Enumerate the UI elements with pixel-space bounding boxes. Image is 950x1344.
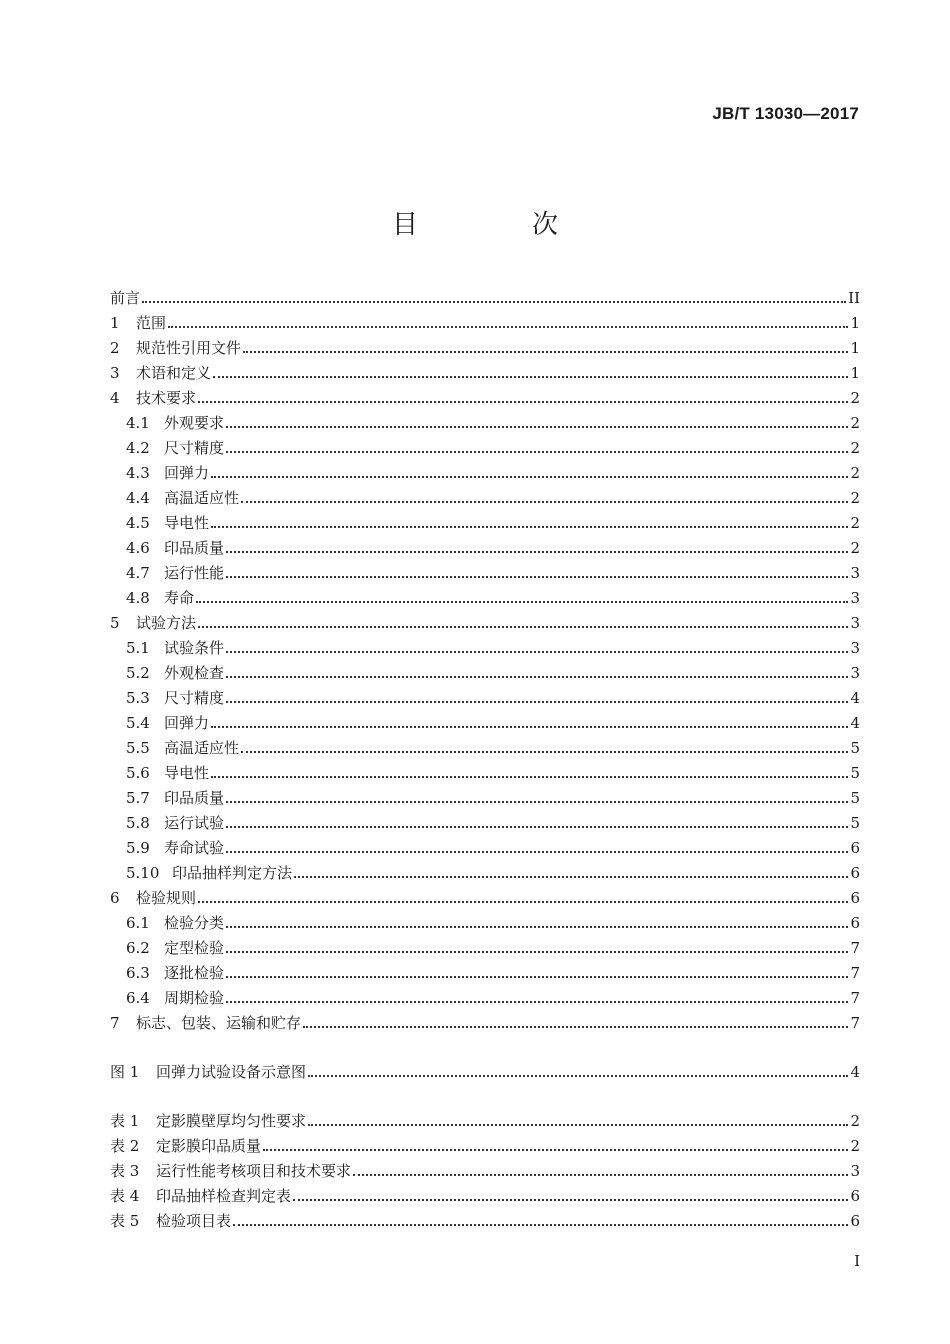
dot-leader [353,1173,848,1176]
entry-number: 7 [110,1014,120,1032]
entry-number: 5.5 [126,739,150,757]
dot-leader [241,750,848,753]
dot-leader [211,475,848,478]
entry-page-number: 4 [850,1063,860,1081]
entry-label: 外观要求 [164,414,225,432]
entry-label: 前言 [110,289,141,307]
entry-label: 印品质量 [164,539,225,557]
toc-entry[interactable] [110,1009,860,1033]
entry-label: 技术要求 [136,389,197,407]
dot-leader [226,450,848,453]
entry-page-number: 5 [850,739,860,757]
dot-leader [211,525,848,528]
toc-entry[interactable] [110,834,860,858]
dot-leader [211,775,848,778]
entry-page-number: 2 [850,389,860,407]
dot-leader [226,825,848,828]
entry-label: 试验方法 [136,614,197,632]
entry-page-number: II [848,289,860,307]
table-entry[interactable] [110,1207,860,1231]
entry-page-number: 2 [850,489,860,507]
toc-entry[interactable] [110,434,860,458]
dot-leader [233,1223,848,1226]
toc-entry[interactable] [110,984,860,1008]
toc-entry[interactable] [110,909,860,933]
toc-entry[interactable] [110,559,860,583]
entry-page-number: 3 [850,589,860,607]
entry-label: 导电性 [164,764,210,782]
entry-number: 3 [110,364,120,382]
entry-page-number: 3 [850,614,860,632]
entry-label: 检验分类 [164,914,225,932]
dot-leader [198,900,848,903]
dot-leader [226,925,848,928]
entry-page-number: 6 [850,889,860,907]
entry-number: 5.7 [126,789,150,807]
entry-page-number: 2 [850,414,860,432]
entry-page-number: 4 [850,689,860,707]
entry-page-number: 2 [850,539,860,557]
entry-page-number: 7 [850,939,860,957]
dot-leader [294,875,848,878]
dot-leader [226,675,848,678]
entry-label: 外观检查 [164,664,225,682]
entry-label: 印品质量 [164,789,225,807]
entry-page-number: 2 [850,1112,860,1130]
entry-label: 印品抽样检查判定表 [156,1187,292,1205]
entry-label: 规范性引用文件 [136,339,242,357]
dot-leader [226,800,848,803]
entry-page-number: 7 [850,989,860,1007]
toc-entry[interactable] [110,484,860,508]
dot-leader [226,950,848,953]
entry-page-number: 2 [850,1137,860,1155]
entry-label: 尺寸精度 [164,689,225,707]
entry-page-number: 1 [850,339,860,357]
entry-number: 5.2 [126,664,150,682]
dot-leader [308,1123,848,1126]
entry-page-number: 6 [850,1212,860,1230]
entry-number: 图 1 [110,1063,140,1081]
entry-number: 4.5 [126,514,150,532]
dot-leader [226,850,848,853]
entry-page-number: 2 [850,439,860,457]
entry-number: 6.1 [126,914,150,932]
entry-label: 试验条件 [164,639,225,657]
entry-page-number: 5 [850,764,860,782]
table-entry[interactable] [110,1107,860,1131]
entry-label: 标志、包装、运输和贮存 [136,1014,302,1032]
toc-entry[interactable] [110,359,860,383]
toc-entry[interactable] [110,734,860,758]
entry-number: 4.6 [126,539,150,557]
entry-label: 定影膜壁厚均匀性要求 [156,1112,307,1130]
toc-entry[interactable] [110,784,860,808]
entry-label: 寿命 [164,589,195,607]
entry-number: 表 5 [110,1212,140,1230]
entry-label: 高温适应性 [164,489,240,507]
entry-number: 1 [110,314,120,332]
entry-number: 2 [110,339,120,357]
toc-entry[interactable] [110,934,860,958]
entry-label: 导电性 [164,514,210,532]
toc-entry[interactable] [110,634,860,658]
entry-label: 回弹力试验设备示意图 [156,1063,307,1081]
page-title: 目 次 [391,210,602,240]
toc-entry[interactable] [110,884,860,908]
entry-label: 逐批检验 [164,964,225,982]
dot-leader [226,975,848,978]
entry-page-number: 3 [850,1162,860,1180]
dot-leader [226,575,848,578]
entry-number: 6 [110,889,120,907]
entry-number: 5.1 [126,639,150,657]
entry-number: 4 [110,389,120,407]
page-number: I [854,1252,860,1270]
entry-label: 寿命试验 [164,839,225,857]
entry-number: 5 [110,614,120,632]
toc-entry[interactable] [110,709,860,733]
entry-label: 检验规则 [136,889,197,907]
dot-leader [213,375,848,378]
entry-label: 术语和定义 [136,364,212,382]
entry-label: 运行性能考核项目和技术要求 [156,1162,352,1180]
entry-number: 5.4 [126,714,150,732]
toc-entry[interactable] [110,534,860,558]
entry-number: 4.7 [126,564,150,582]
dot-leader [263,1148,848,1151]
entry-page-number: 5 [850,789,860,807]
toc-entry[interactable] [110,284,860,308]
dot-leader [241,500,848,503]
entry-page-number: 6 [850,864,860,882]
toc-entry[interactable] [110,309,860,333]
entry-label: 定影膜印品质量 [156,1137,262,1155]
table-entry[interactable] [110,1132,860,1156]
table-entry[interactable] [110,1157,860,1181]
toc-entry[interactable] [110,959,860,983]
toc-entry[interactable] [110,609,860,633]
entry-page-number: 7 [850,964,860,982]
entry-number: 表 4 [110,1187,140,1205]
dot-leader [226,550,848,553]
entry-page-number: 4 [850,714,860,732]
entry-page-number: 1 [850,314,860,332]
entry-label: 检验项目表 [156,1212,232,1230]
figure-entry[interactable] [110,1058,860,1082]
entry-page-number: 6 [850,914,860,932]
entry-number: 5.9 [126,839,150,857]
toc-entry[interactable] [110,809,860,833]
dot-leader [308,1074,848,1077]
dot-leader [198,400,848,403]
entry-page-number: 5 [850,814,860,832]
dot-leader [211,725,848,728]
dot-leader [198,625,848,628]
entry-number: 5.6 [126,764,150,782]
dot-leader [226,650,848,653]
entry-label: 尺寸精度 [164,439,225,457]
entry-number: 5.10 [126,864,160,882]
entry-label: 运行性能 [164,564,225,582]
dot-leader [293,1198,848,1201]
standard-number: JB/T 13030—2017 [712,104,859,123]
entry-number: 6.3 [126,964,150,982]
entry-page-number: 7 [850,1014,860,1032]
entry-number: 6.2 [126,939,150,957]
toc-entry[interactable] [110,584,860,608]
toc-entry[interactable] [110,334,860,358]
dot-leader [226,700,848,703]
entry-label: 运行试验 [164,814,225,832]
entry-page-number: 1 [850,364,860,382]
entry-page-number: 3 [850,664,860,682]
entry-number: 5.8 [126,814,150,832]
entry-number: 6.4 [126,989,150,1007]
entry-number: 4.1 [126,414,150,432]
entry-page-number: 2 [850,514,860,532]
table-entry[interactable] [110,1182,860,1206]
toc-entry[interactable] [110,409,860,433]
dot-leader [168,325,848,328]
entry-label: 回弹力 [164,714,210,732]
entry-page-number: 6 [850,1187,860,1205]
entry-label: 回弹力 [164,464,210,482]
entry-page-number: 6 [850,839,860,857]
entry-page-number: 3 [850,639,860,657]
dot-leader [226,1000,848,1003]
entry-label: 印品抽样判定方法 [172,864,293,882]
toc-entry[interactable] [110,659,860,683]
entry-number: 表 1 [110,1112,140,1130]
entry-number: 4.8 [126,589,150,607]
dot-leader [142,300,846,303]
entry-label: 高温适应性 [164,739,240,757]
toc-entry[interactable] [110,684,860,708]
entry-label: 定型检验 [164,939,225,957]
toc-entry[interactable] [110,384,860,408]
entry-number: 4.2 [126,439,150,457]
dot-leader [196,600,848,603]
dot-leader [303,1025,848,1028]
entry-page-number: 2 [850,464,860,482]
entry-number: 5.3 [126,689,150,707]
dot-leader [243,350,848,353]
toc-entry[interactable] [110,459,860,483]
toc-entry[interactable] [110,759,860,783]
entry-number: 表 3 [110,1162,140,1180]
entry-page-number: 3 [850,564,860,582]
entry-number: 4.3 [126,464,150,482]
dot-leader [226,425,848,428]
toc-entry[interactable] [110,509,860,533]
entry-label: 范围 [136,314,167,332]
entry-number: 表 2 [110,1137,140,1155]
toc-entry[interactable] [110,859,860,883]
entry-number: 4.4 [126,489,150,507]
entry-label: 周期检验 [164,989,225,1007]
